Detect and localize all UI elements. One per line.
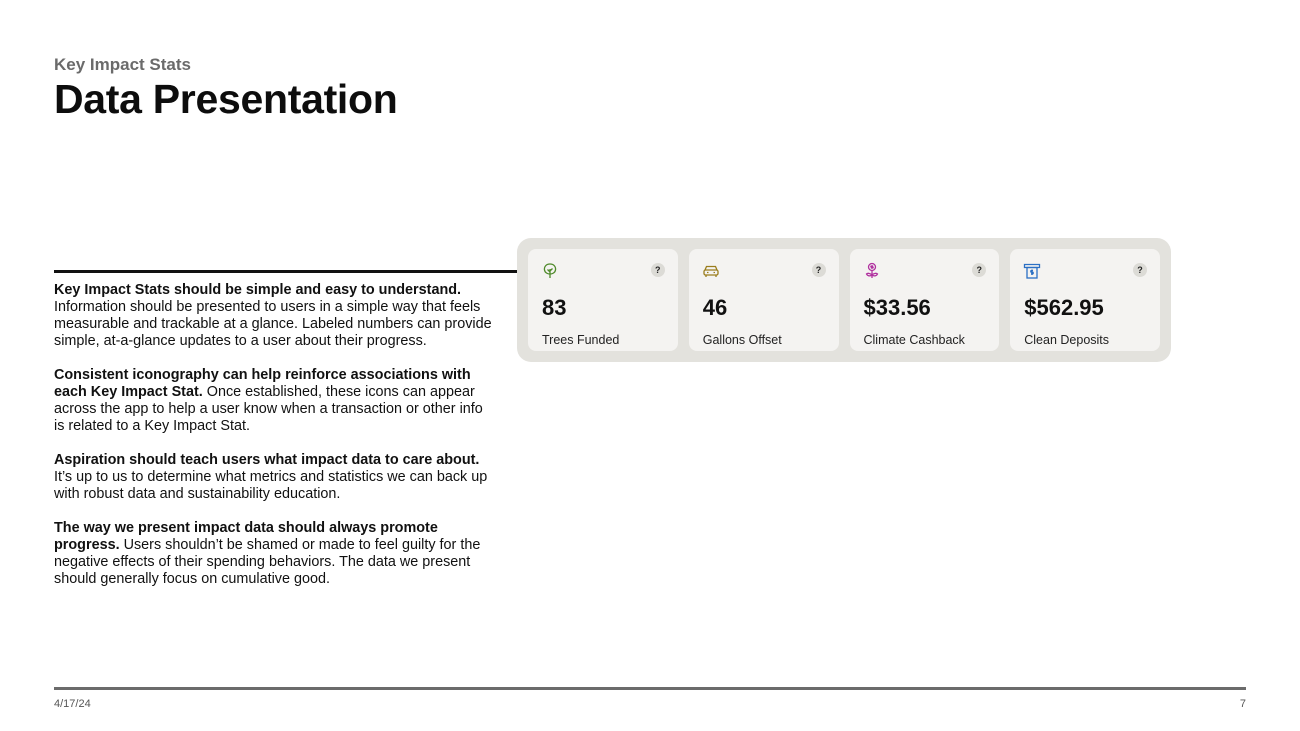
footer-date: 4/17/24: [54, 698, 91, 710]
stat-label: Clean Deposits: [1024, 333, 1110, 347]
paragraph-body: Users shouldn’t be shamed or made to feel guilty for the negative effects of their spending behaviors. The data we present should generally focus on cumulative good.: [54, 537, 481, 587]
stat-value: 83: [542, 295, 567, 320]
stat-card-cashback[interactable]: [850, 249, 1000, 351]
paragraph-body: Once established, these icons can appear across the app to help a user know when a transaction or other info is related to a Key Impact Stat.: [54, 384, 483, 434]
stat-value: $33.56: [863, 295, 931, 320]
paragraph-body: It’s up to us to determine what metrics and statistics we can back up with robust data and sustainability education.: [54, 469, 488, 502]
deposit-icon: [1023, 262, 1041, 280]
paragraph-simple: [54, 282, 494, 350]
paragraph-lead: Consistent iconography can help reinforce associations with each Key Impact Stat.: [54, 367, 471, 400]
stat-value: $562.95: [1024, 295, 1104, 320]
stat-label: Climate Cashback: [863, 333, 965, 347]
stat-label: Trees Funded: [542, 333, 620, 347]
paragraph-aspiration: [54, 452, 494, 503]
stat-card-trees[interactable]: [528, 249, 678, 351]
help-button[interactable]: ?: [972, 263, 986, 277]
paragraph-lead: The way we present impact data should always promote progress.: [54, 520, 438, 553]
page-title: Data Presentation: [54, 76, 398, 122]
footer-divider: [54, 687, 1246, 690]
section-divider: [54, 270, 523, 273]
paragraph-body: Information should be presented to users in a simple way that feels measurable and trackable at a glance. Labeled numbers can provide simple, at-a-glance updates to a user about their progress.: [54, 299, 492, 349]
help-button[interactable]: ?: [1133, 263, 1147, 277]
help-button[interactable]: ?: [651, 263, 665, 277]
body-text: [54, 282, 494, 605]
help-button[interactable]: ?: [812, 263, 826, 277]
car-icon: [702, 262, 720, 280]
paragraph-lead: Aspiration should teach users what impact data to care about.: [54, 452, 480, 468]
paragraph-progress: [54, 520, 494, 588]
sprout-dollar-icon: [863, 262, 881, 280]
paragraph-lead: Key Impact Stats should be simple and easy to understand.: [54, 282, 462, 298]
stat-card-deposits[interactable]: [1010, 249, 1160, 351]
eyebrow-label: Key Impact Stats: [54, 55, 191, 74]
stat-label: Gallons Offset: [702, 333, 782, 347]
impact-stats-panel: [517, 238, 1171, 362]
stat-value: 46: [702, 295, 728, 320]
paragraph-iconography: [54, 367, 494, 435]
stat-card-gallons[interactable]: [689, 249, 839, 351]
page-number: 7: [1239, 698, 1246, 710]
tree-icon: [541, 262, 559, 280]
